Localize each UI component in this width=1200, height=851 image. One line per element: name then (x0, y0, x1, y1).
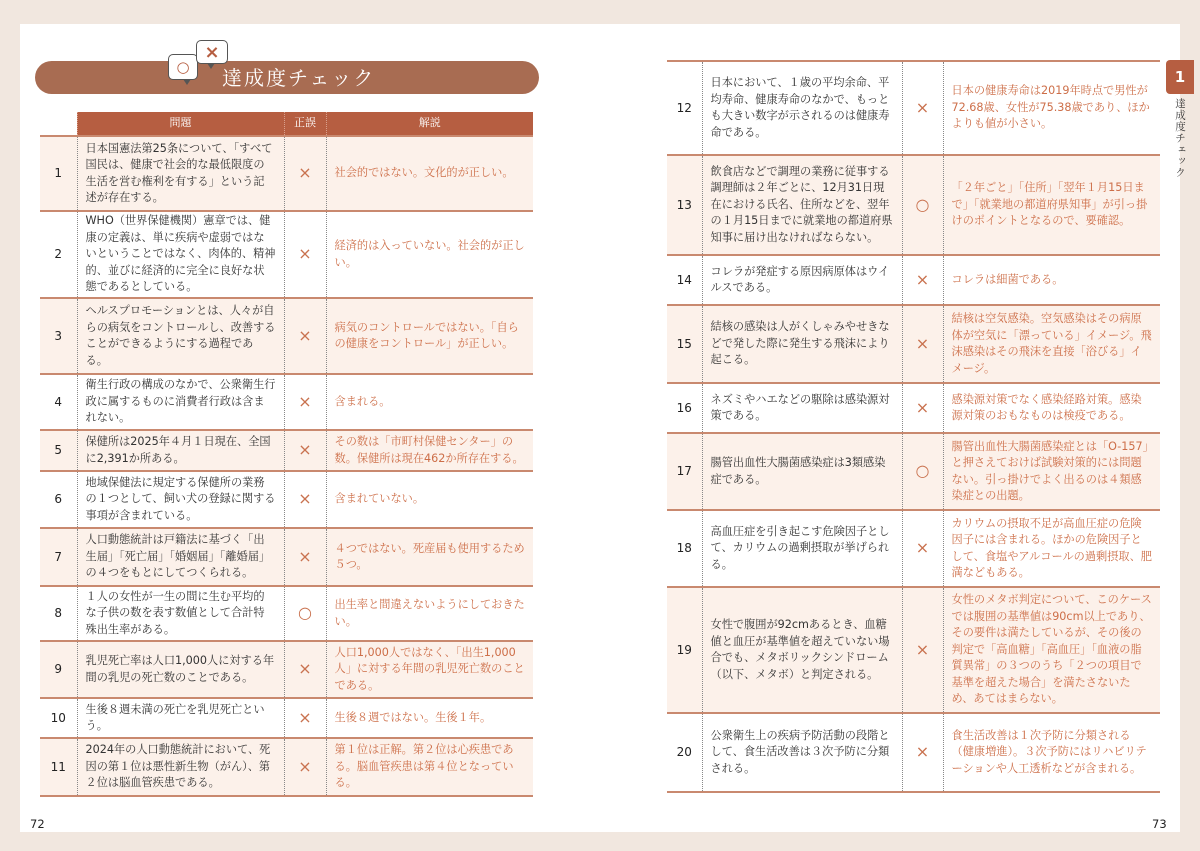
question-text: 結核の感染は人がくしゃみやせきなどで発した際に発生する飛沫により起こる。 (702, 305, 902, 383)
question-text: ヘルスプロモーションとは、人々が自らの病気をコントロールし、改善することができるようにする過程である。 (77, 298, 284, 374)
table-row (667, 587, 1160, 713)
cross-speech-bubble-icon (196, 40, 228, 64)
question-text: 公衆衛生上の疾病予防活動の段階として、食生活改善は３次予防に分類される。 (702, 713, 902, 792)
question-text: 女性で腹囲が92cmあるとき、血糖値と血圧が基準値を超えていない場合でも、メタボリックシンドローム（以下、メタボ）と判定される。 (702, 587, 902, 713)
question-text: 2024年の人口動態統計において、死因の第１位は悪性新生物（がん）、第２位は脳血管疾患である。 (77, 738, 284, 796)
table-row (40, 298, 533, 374)
question-number: 3 (40, 298, 77, 374)
explanation-text: 社会的ではない。文化的が正しい。 (326, 136, 533, 211)
explanation-text: 人口1,000人ではなく、「出生1,000人」に対する年間の乳児死亡数のことである。 (326, 641, 533, 698)
answer-mark: × (284, 738, 326, 796)
explanation-text: 結核は空気感染。空気感染はその病原体が空気に「漂っている」イメージ。飛沫感染はその飛沫を直接「浴びる」イメージ。 (943, 305, 1160, 383)
answer-mark: × (284, 211, 326, 298)
explanation-text: 含まれる。 (326, 374, 533, 430)
question-number: 6 (40, 471, 77, 528)
explanation-text: 病気のコントロールではない。「自らの健康をコントロール」が正しい。 (326, 298, 533, 374)
header-number (40, 112, 77, 136)
header-explanation: 解説 (326, 112, 533, 136)
question-text: 生後８週未満の死亡を乳児死亡という。 (77, 698, 284, 738)
question-number: 7 (40, 528, 77, 586)
question-text: 乳児死亡率は人口1,000人に対する年間の乳児の死亡数のことである。 (77, 641, 284, 698)
table-header (40, 112, 533, 136)
answer-mark: ○ (902, 433, 943, 510)
explanation-text: ４つではない。死産届も使用するため５つ。 (326, 528, 533, 586)
question-text: 地域保健法に規定する保健所の業務の１つとして、飼い犬の登録に関する事項が含まれている。 (77, 471, 284, 528)
question-number: 8 (40, 586, 77, 641)
table-row (667, 433, 1160, 510)
question-number: 5 (40, 430, 77, 471)
answer-mark: ○ (902, 155, 943, 255)
table-row (667, 155, 1160, 255)
header-answer: 正誤 (284, 112, 326, 136)
explanation-text: 含まれていない。 (326, 471, 533, 528)
question-number: 15 (667, 305, 702, 383)
answer-mark: × (284, 471, 326, 528)
page-number-right: 73 (1152, 817, 1167, 831)
quiz-table-left (40, 112, 533, 797)
table-row (40, 698, 533, 738)
explanation-text: 生後８週ではない。生後１年。 (326, 698, 533, 738)
explanation-text: 「２年ごと」「住所」「翌年１月15日まで」「就業地の都道府県知事」が引っ掛けのポイントとなるので、要確認。 (943, 155, 1160, 255)
question-number: 18 (667, 510, 702, 587)
question-number: 2 (40, 211, 77, 298)
table-row (667, 61, 1160, 155)
explanation-text: その数は「市町村保健センター」の数。保健所は現在462か所存在する。 (326, 430, 533, 471)
header-question: 問題 (77, 112, 284, 136)
answer-mark: × (284, 374, 326, 430)
question-number: 19 (667, 587, 702, 713)
answer-mark: × (284, 641, 326, 698)
question-text: ネズミやハエなどの駆除は感染源対策である。 (702, 383, 902, 433)
question-number: 4 (40, 374, 77, 430)
explanation-text: 女性のメタボ判定について、このケースでは腹囲の基準値は90cm以上であり、その要件は満たしているが、その後の判定で「高血糖」「高血圧」「血液の脂質異常」の３つのうち「２つの項目で基準を超えた場合」を満たさないため、あてはまらない。 (943, 587, 1160, 713)
answer-mark: × (902, 255, 943, 305)
cross-icon: × (204, 41, 220, 63)
question-number: 10 (40, 698, 77, 738)
question-text: 腸管出血性大腸菌感染症は3類感染症である。 (702, 433, 902, 510)
page-number-left: 72 (30, 817, 45, 831)
question-number: 12 (667, 61, 702, 155)
question-text: 高血圧症を引き起こす危険因子として、カリウムの過剰摂取が挙げられる。 (702, 510, 902, 587)
explanation-text: 第１位は正解。第２位は心疾患である。脳血管疾患は第４位となっている。 (326, 738, 533, 796)
table-row (40, 136, 533, 211)
table-row (40, 586, 533, 641)
question-number: 14 (667, 255, 702, 305)
question-number: 17 (667, 433, 702, 510)
explanation-text: 食生活改善は１次予防に分類される（健康増進）。３次予防にはリハビリテーションや人工透析などが含まれる。 (943, 713, 1160, 792)
explanation-text: 出生率と間違えないようにしておきたい。 (326, 586, 533, 641)
answer-mark: × (284, 298, 326, 374)
answer-mark: × (902, 587, 943, 713)
circle-speech-bubble-icon (168, 54, 198, 80)
explanation-text: 日本の健康寿命は2019年時点で男性が72.68歳、女性が75.38歳であり、ほかよりも値が小さい。 (943, 61, 1160, 155)
answer-mark: × (284, 698, 326, 738)
table-row (40, 374, 533, 430)
question-number: 9 (40, 641, 77, 698)
answer-mark: × (902, 713, 943, 792)
answer-mark: × (284, 528, 326, 586)
table-row (40, 211, 533, 298)
question-number: 16 (667, 383, 702, 433)
question-text: 人口動態統計は戸籍法に基づく「出生届」「死亡届」「婚姻届」「離婚届」の４つをもとにしてつくられる。 (77, 528, 284, 586)
answer-mark: × (902, 510, 943, 587)
explanation-text: 感染源対策でなく感染経路対策。感染源対策のおもなものは検疫である。 (943, 383, 1160, 433)
explanation-text: 経済的は入っていない。社会的が正しい。 (326, 211, 533, 298)
explanation-text: コレラは細菌である。 (943, 255, 1160, 305)
table-row (667, 305, 1160, 383)
answer-mark: × (284, 430, 326, 471)
question-number: 13 (667, 155, 702, 255)
question-text: コレラが発症する原因病原体はウイルスである。 (702, 255, 902, 305)
table-row (40, 738, 533, 796)
table-row (667, 255, 1160, 305)
answer-mark: × (902, 305, 943, 383)
question-text: WHO（世界保健機関）憲章では、健康の定義は、単に疾病や虚弱ではないということではなく、肉体的、精神的、並びに経済的に完全に良好な状態であるとしている。 (77, 211, 284, 298)
table-row (40, 430, 533, 471)
answer-mark: × (902, 61, 943, 155)
answer-mark: × (284, 136, 326, 211)
quiz-table-right (667, 60, 1160, 793)
table-row (667, 713, 1160, 792)
table-row (667, 383, 1160, 433)
question-text: 保健所は2025年４月１日現在、全国に2,391か所ある。 (77, 430, 284, 471)
answer-mark: ○ (284, 586, 326, 641)
question-text: 衛生行政の構成のなかで、公衆衛生行政に属するものに消費者行政は含まれない。 (77, 374, 284, 430)
explanation-text: カリウムの摂取不足が高血圧症の危険因子には含まれる。ほかの危険因子として、食塩やアルコールの過剰摂取、肥満などもある。 (943, 510, 1160, 587)
question-text: 飲食店などで調理の業務に従事する調理師は２年ごとに、12月31日現在における氏名、住所などを、翌年の１月15日までに就業地の都道府県知事に届け出なければならない。 (702, 155, 902, 255)
table-row (40, 471, 533, 528)
chapter-tab: 1 (1166, 60, 1194, 94)
explanation-text: 腸管出血性大腸菌感染症とは「O-157」と押さえておけば試験対策的には問題ない。引っ掛けでよく出るのは４類感染症との出題。 (943, 433, 1160, 510)
answer-mark: × (902, 383, 943, 433)
question-number: 11 (40, 738, 77, 796)
table-row (40, 641, 533, 698)
table-row (667, 510, 1160, 587)
question-text: １人の女性が一生の間に生む平均的な子供の数を表す数値として合計特殊出生率がある。 (77, 586, 284, 641)
question-text: 日本国憲法第25条について、「すべて国民は、健康で社会的な最低限度の生活を営む権利を有する」という記述が存在する。 (77, 136, 284, 211)
table-row (40, 528, 533, 586)
question-number: 1 (40, 136, 77, 211)
chapter-tab-label: 達成度チェック (1174, 98, 1186, 179)
question-number: 20 (667, 713, 702, 792)
page-title: 達成度チェック (222, 66, 376, 90)
circle-icon: ○ (176, 58, 190, 76)
question-text: 日本において、１歳の平均余命、平均寿命、健康寿命のなかで、もっとも大きい数字が示されるのは健康寿命である。 (702, 61, 902, 155)
